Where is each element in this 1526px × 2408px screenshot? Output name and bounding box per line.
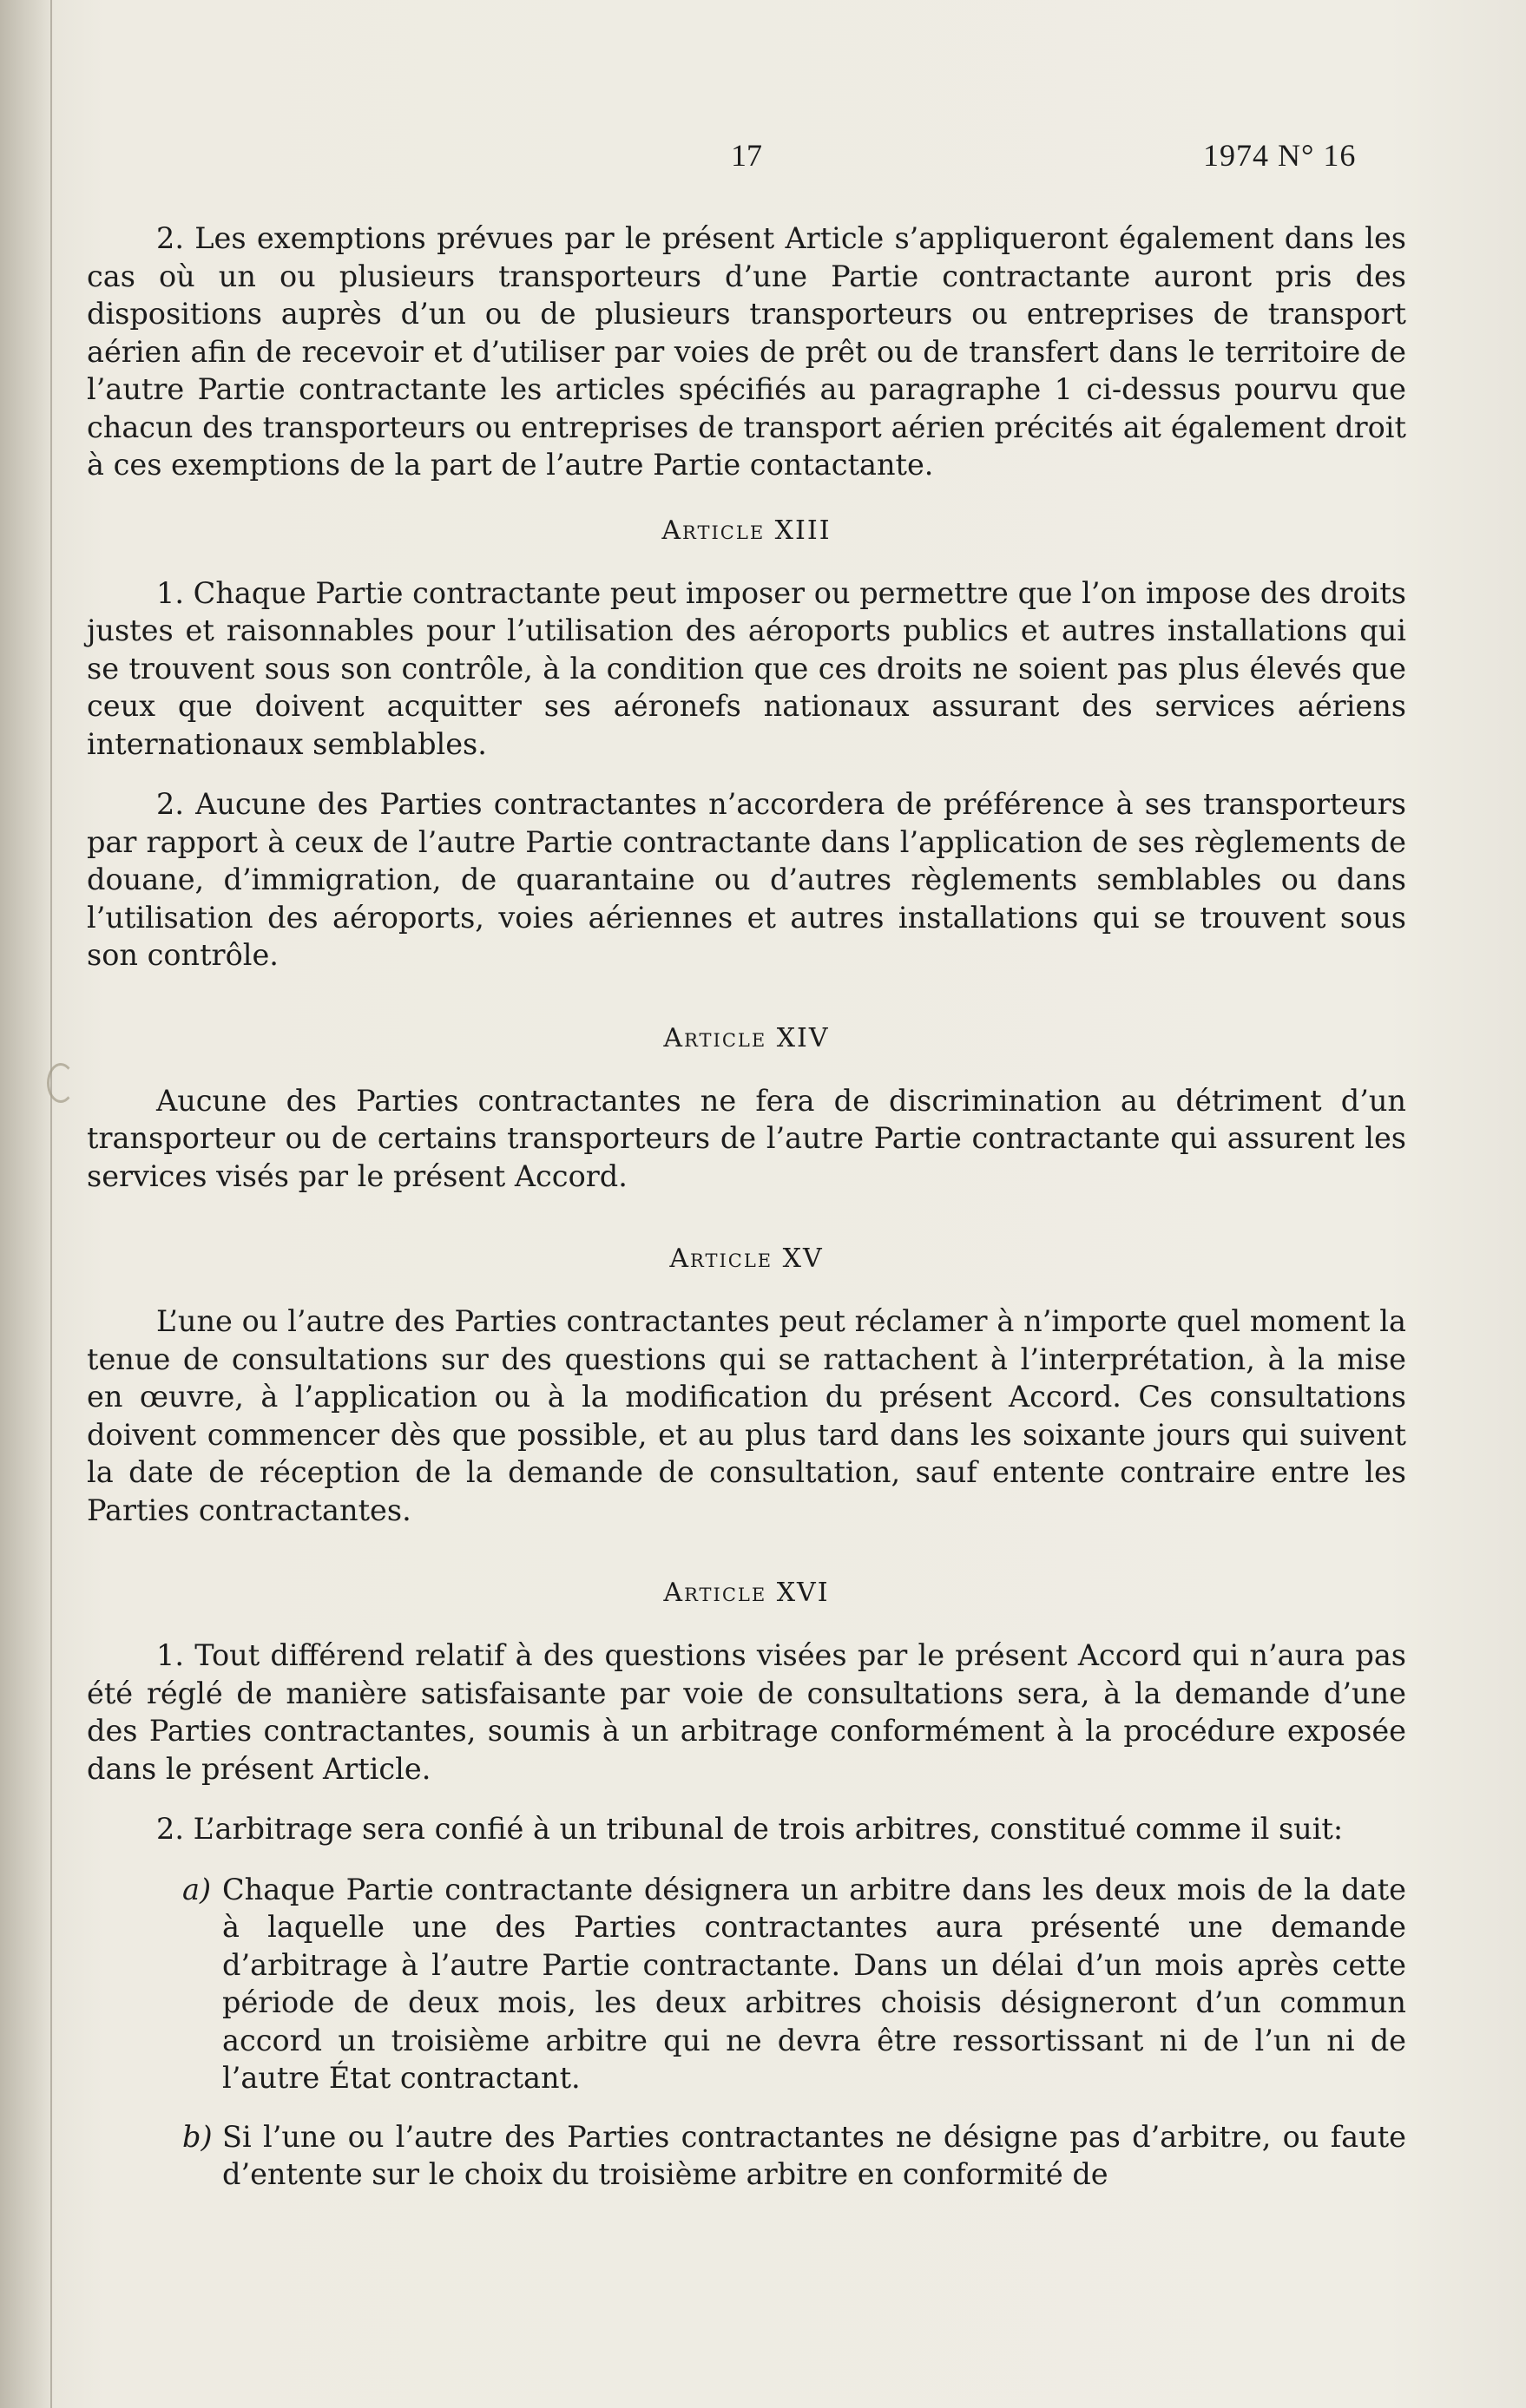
page-header xyxy=(0,137,1526,180)
document-body xyxy=(87,220,1406,2214)
paragraph-intro: 2. Les exemptions prévues par le présent Article s’appliqueront également dans les cas où un ou plusieurs transporteurs d’une Partie contractante auront pris des dispositions auprès d’un ou de plusieurs transporteurs ou entreprises de transport aérien afin de recevoir et d’utiliser par voies de prêt ou de transfert dans le territoire de l’autre Partie contractante les articles spécifiés au paragraphe 1 ci-dessus pourvu que chacun des transporteurs ou entreprises de transport aérien précités ait également droit à ces exemptions de la part de l’autre Partie contactante. xyxy=(87,221,1406,482)
paragraph: Aucune des Parties contractantes ne fera de discrimination au détriment d’un transporteur ou de certains transporteurs de l’autre Partie contractante qui assurent les services visés par le présent Accord. xyxy=(87,1083,1406,1193)
list-item-text: Chaque Partie contractante désignera un arbitre dans les deux mois de la date à laquelle une des Parties contractantes aura présenté une demande d’arbitrage à l’autre Partie contractante. Dans un délai d’un mois après cette période de deux mois, les deux arbitres choisis désigneront d’un commun accord un troisième arbitre qui ne devra être ressortissant ni de l’un ni de l’autre État contractant. xyxy=(222,1872,1406,2095)
paragraph: 1. Chaque Partie contractante peut imposer ou permettre que l’on impose des droits justes et raisonnables pour l’utilisation des aéroports publics et autres installations qui se trouvent sous son contrôle, à la condition que ces droits ne soient pas plus élevés que ceux que doivent acquitter ses aéronefs nationaux assurant des services aériens internationaux semblables. xyxy=(87,575,1406,761)
list-item xyxy=(87,1871,1406,2097)
article-heading-xiv: Article XIV xyxy=(663,1022,830,1053)
binding-line xyxy=(50,0,52,2408)
list-item-label: a) xyxy=(182,1872,212,1906)
list-item-text: Si l’une ou l’autre des Parties contractantes ne désigne pas d’arbitre, ou faute d’entente sur le choix du troisième arbitre en conformité de xyxy=(222,2119,1406,2191)
article-heading-xv: Article XV xyxy=(669,1243,824,1274)
document-reference: 1974 N° 16 xyxy=(1203,138,1357,173)
list-item xyxy=(87,2118,1406,2194)
binding-edge xyxy=(0,0,54,2408)
binding-thread xyxy=(47,1063,75,1103)
article-heading-xiii: Article XIII xyxy=(661,515,832,546)
paragraph: L’une ou l’autre des Parties contractantes peut réclamer à n’importe quel moment la tenue de consultations sur des questions qui se rattachent à l’interprétation, à la mise en œuvre, à l’application ou à la modification du présent Accord. Ces consultations doivent commencer dès que possible, et au plus tard dans les soixante jours qui suivent la date de réception de la demande de consultation, sauf entente contraire entre les Parties contractantes. xyxy=(87,1304,1406,1527)
article-heading-xvi: Article XVI xyxy=(663,1578,830,1608)
page-number: 17 xyxy=(731,138,762,173)
paragraph: 1. Tout différend relatif à des questions visées par le présent Accord qui n’aura pas été réglé de manière satisfaisante par voie de consultations sera, à la demande d’une des Parties contractantes, soumis à un arbitrage conformément à la procédure exposée dans le présent Article. xyxy=(87,1638,1406,1786)
paragraph: 2. Aucune des Parties contractantes n’accordera de préférence à ses transporteurs par rapport à ceux de l’autre Partie contractante dans l’application de ses règlements de douane, d’immigration, de quarantaine ou d’autres règlements semblables ou dans l’utilisation des aéroports, voies aériennes et autres installations qui se trouvent sous son contrôle. xyxy=(87,787,1406,972)
paragraph: 2. L’arbitrage sera confié à un tribunal de trois arbitres, constitué comme il suit: xyxy=(156,1812,1344,1846)
enumerated-list xyxy=(87,1871,1406,2194)
list-item-label: b) xyxy=(182,2119,213,2154)
